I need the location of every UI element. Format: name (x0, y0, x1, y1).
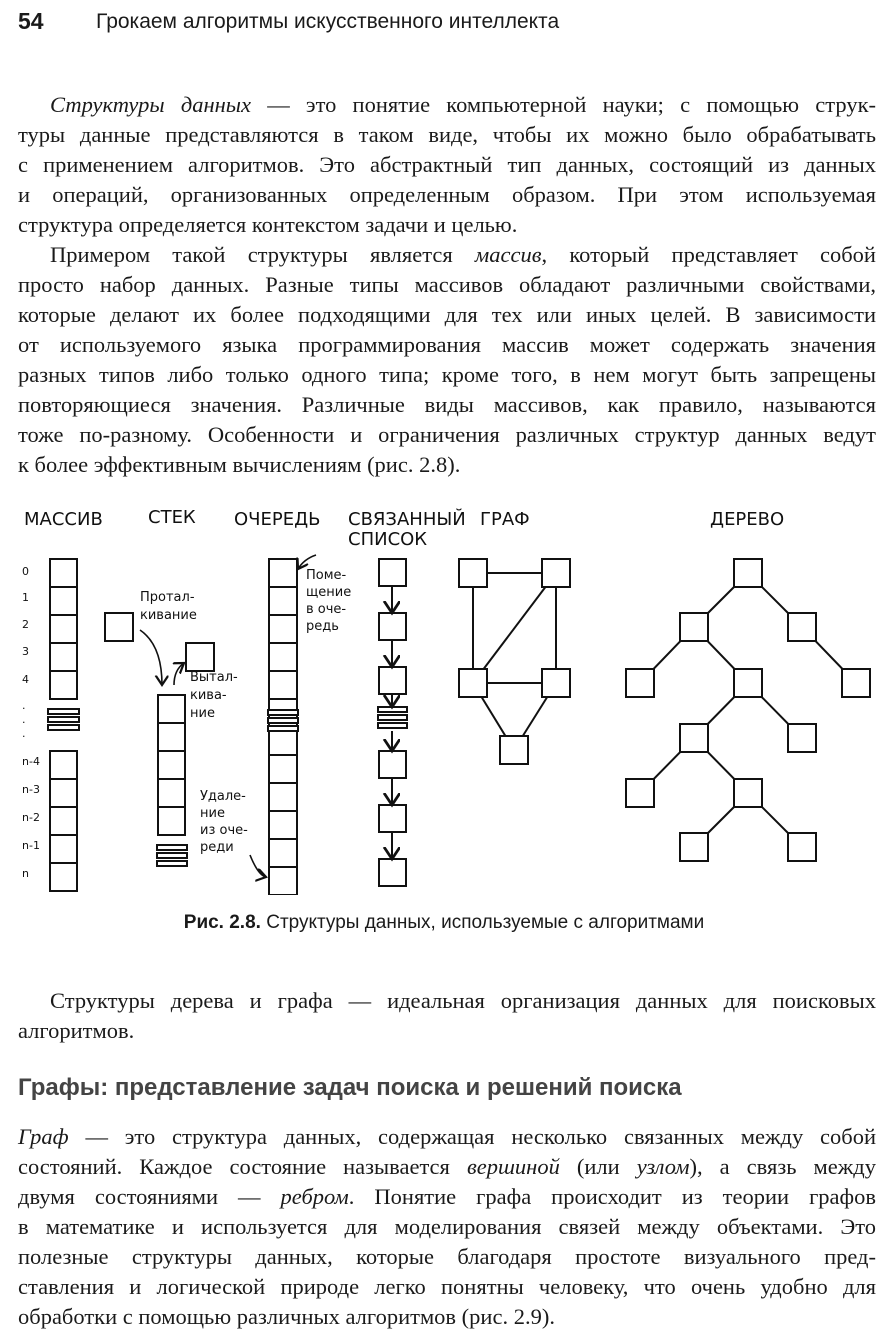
array-index-label: . (22, 713, 26, 726)
stack-cell (158, 807, 185, 835)
graph-node (500, 736, 528, 764)
pop-label-line: Вытал- (190, 670, 238, 685)
ellipsis-bar (378, 707, 407, 712)
section-heading: Графы: представление задач поиска и решений поиска (18, 1074, 682, 1101)
queue-cell (269, 867, 297, 895)
text-span: состояний. Каждое состояние называется (18, 1154, 467, 1179)
enqueue-label-line: редь (306, 619, 339, 634)
array-index-label: 2 (22, 618, 29, 631)
text-line: Структуры дерева и графа — идеальная организация данных для поисковых (50, 988, 876, 1013)
term-italic: узлом (636, 1154, 690, 1179)
pop-label-line: кива- (190, 688, 227, 703)
text-line: структура определяется контекстом задачи и целью. (18, 212, 518, 237)
array-cell (50, 671, 77, 699)
text-line: в математике и используется для моделирования связей между объектами. Это (18, 1214, 876, 1239)
tree-node (680, 613, 708, 641)
text-line: разных типов либо только одного типа; кроме того, в нем могут быть запрещены (18, 362, 876, 387)
linked-list-diagram (378, 559, 407, 886)
text-span: (или (559, 1154, 637, 1179)
array-cell (50, 863, 77, 891)
array-index-label: n-2 (22, 811, 40, 824)
queue-cell (269, 839, 297, 867)
term-italic: Структуры данных (50, 92, 251, 117)
queue-cell (269, 783, 297, 811)
label-queue: ОЧЕРЕДЬ (234, 509, 321, 530)
array-cell (50, 751, 77, 779)
array-cell (50, 615, 77, 643)
label-linked-list: СВЯЗАННЫЙ (348, 509, 466, 530)
stack-push-item (105, 613, 133, 641)
queue-cell (269, 811, 297, 839)
text-line: к более эффективным вычислениям (рис. 2.8). (18, 452, 461, 477)
array-index-label: n-4 (22, 755, 40, 768)
stack-diagram (105, 613, 214, 866)
text-span: — это понятие компьютерной науки; с помощью струк- (251, 92, 876, 117)
term-italic: вершиной (466, 1154, 560, 1179)
term-italic: ребром (280, 1184, 349, 1209)
queue-cell (269, 643, 297, 671)
ellipsis-bar (157, 853, 187, 858)
paragraph-graph-definition (18, 1122, 876, 1332)
enqueue-label-line: Поме- (306, 568, 347, 583)
push-label-line: Протал- (140, 590, 195, 605)
label-tree: ДЕРЕВО (710, 509, 785, 530)
text-line: от используемого языка программирования массив может содержать значения (18, 332, 876, 357)
tree-node (734, 559, 762, 587)
ellipsis-bar (378, 723, 407, 728)
label-graph: ГРАФ (480, 509, 530, 530)
array-index-label: 3 (22, 645, 29, 658)
array-index-label: 1 (22, 591, 29, 604)
text-line (18, 240, 876, 270)
array-cell (50, 643, 77, 671)
pop-arrow (174, 663, 184, 685)
text-line: ставления и логической природе легко понятны человеку, что очень удобно для (18, 1274, 876, 1299)
ellipsis-bar (268, 726, 298, 731)
figure-caption (0, 912, 888, 934)
queue-cell (269, 615, 297, 643)
ellipsis-bar (157, 845, 187, 850)
list-node (379, 859, 406, 886)
tree-node (788, 613, 816, 641)
caption-text: Структуры данных, используемые с алгоритмами (260, 912, 705, 933)
graph-diagram (459, 559, 570, 764)
tree-node (734, 669, 762, 697)
push-label-line: кивание (140, 608, 197, 623)
text-line: повторяющиеся значения. Различные виды массивов, как правило, называются (18, 392, 876, 417)
array-diagram (48, 559, 79, 891)
array-cell (50, 807, 77, 835)
stack-pop-item (186, 643, 214, 671)
data-structures-figure (0, 495, 888, 895)
ellipsis-bar (378, 715, 407, 720)
queue-cell (269, 587, 297, 615)
list-node (379, 751, 406, 778)
text-span: Примером такой структуры является (50, 242, 475, 267)
ellipsis-bar (157, 861, 187, 866)
graph-node (542, 669, 570, 697)
term-italic: Граф (18, 1124, 69, 1149)
text-line (18, 90, 876, 120)
stack-cell (158, 723, 185, 751)
text-line: полезные структуры данных, которые благодаря простоте визуального пред- (18, 1244, 876, 1269)
enqueue-label-line: в оче- (306, 602, 347, 617)
ellipsis-bar (268, 710, 298, 715)
text-span: ), а связь между (689, 1154, 876, 1179)
ellipsis-bar (48, 709, 79, 714)
tree-node (626, 779, 654, 807)
enqueue-arrow (298, 555, 316, 569)
paragraph-array (18, 240, 876, 480)
text-line: с применением алгоритмов. Это абстрактный тип данных, состоящий из данных (18, 152, 876, 177)
running-title: Грокаем алгоритмы искусственного интеллекта (96, 10, 560, 33)
array-index-label: n-1 (22, 839, 40, 852)
paragraph-tree-graph (18, 986, 876, 1046)
text-line (18, 1182, 876, 1212)
text-line: алгоритмов. (18, 1018, 135, 1043)
queue-diagram (268, 559, 298, 895)
queue-cell (269, 559, 297, 587)
list-node (379, 559, 406, 586)
array-cell (50, 559, 77, 587)
array-index-label: n-3 (22, 783, 40, 796)
text-line: туры данные представляются в таком виде, чтобы их можно было обрабатывать (18, 122, 876, 147)
queue-cell (269, 671, 297, 699)
tree-node (626, 669, 654, 697)
stack-cell (158, 751, 185, 779)
dequeue-label-line: из оче- (200, 823, 248, 838)
text-span: , который представляет собой (541, 242, 876, 267)
graph-node (459, 669, 487, 697)
dequeue-label-line: ние (200, 806, 225, 821)
graph-node (459, 559, 487, 587)
array-index-label: 0 (22, 565, 29, 578)
label-stack: СТЕК (148, 507, 196, 528)
array-index-label: . (22, 699, 26, 712)
list-node (379, 805, 406, 832)
dequeue-label-line: Удале- (200, 789, 246, 804)
array-cell (50, 779, 77, 807)
graph-edge (473, 573, 556, 683)
dequeue-label-line: реди (200, 840, 234, 855)
array-index-label: 4 (22, 673, 29, 686)
dequeue-arrow (250, 855, 266, 877)
label-linked-list-2: СПИСОК (348, 529, 428, 550)
text-line: тоже по-разному. Особенности и ограничения различных структур данных ведут (18, 422, 876, 447)
text-line: и операций, организованных определенным образом. При этом используемая (18, 182, 876, 207)
stack-cell (158, 779, 185, 807)
text-span: . Понятие графа происходит из теории графов (348, 1184, 876, 1209)
array-cell (50, 835, 77, 863)
tree-node (842, 669, 870, 697)
term-italic: массив (474, 242, 542, 267)
text-span: — это структура данных, содержащая несколько связанных между собой (68, 1124, 876, 1149)
ellipsis-bar (48, 717, 79, 722)
text-line (18, 1152, 876, 1182)
text-line: которые делают их более подходящими для тех или иных целей. В зависимости (18, 302, 876, 327)
page-number: 54 (18, 8, 44, 34)
page-header (18, 8, 878, 38)
tree-node (734, 779, 762, 807)
ellipsis-bar (268, 718, 298, 723)
tree-node (788, 724, 816, 752)
ellipsis-bar (48, 725, 79, 730)
list-node (379, 667, 406, 694)
text-span: двумя состояниями — (18, 1184, 281, 1209)
enqueue-label-line: щение (306, 585, 352, 600)
tree-node (680, 724, 708, 752)
tree-node (788, 833, 816, 861)
label-array: МАССИВ (24, 509, 103, 530)
push-arrow (140, 630, 162, 685)
pop-label-line: ние (190, 706, 215, 721)
tree-node (680, 833, 708, 861)
text-line (18, 1122, 876, 1152)
array-index-label: . (22, 727, 26, 740)
array-cell (50, 587, 77, 615)
text-line: обработки с помощью различных алгоритмов (рис. 2.9). (18, 1304, 555, 1329)
array-index-label: n (22, 867, 29, 880)
list-node (379, 613, 406, 640)
stack-cell (158, 695, 185, 723)
caption-label: Рис. 2.8. (183, 912, 261, 933)
paragraph-data-structures (18, 90, 876, 240)
graph-node (542, 559, 570, 587)
queue-cell (269, 755, 297, 783)
tree-diagram (626, 559, 870, 861)
text-line: просто набор данных. Разные типы массивов обладают различными свойствами, (18, 272, 876, 297)
